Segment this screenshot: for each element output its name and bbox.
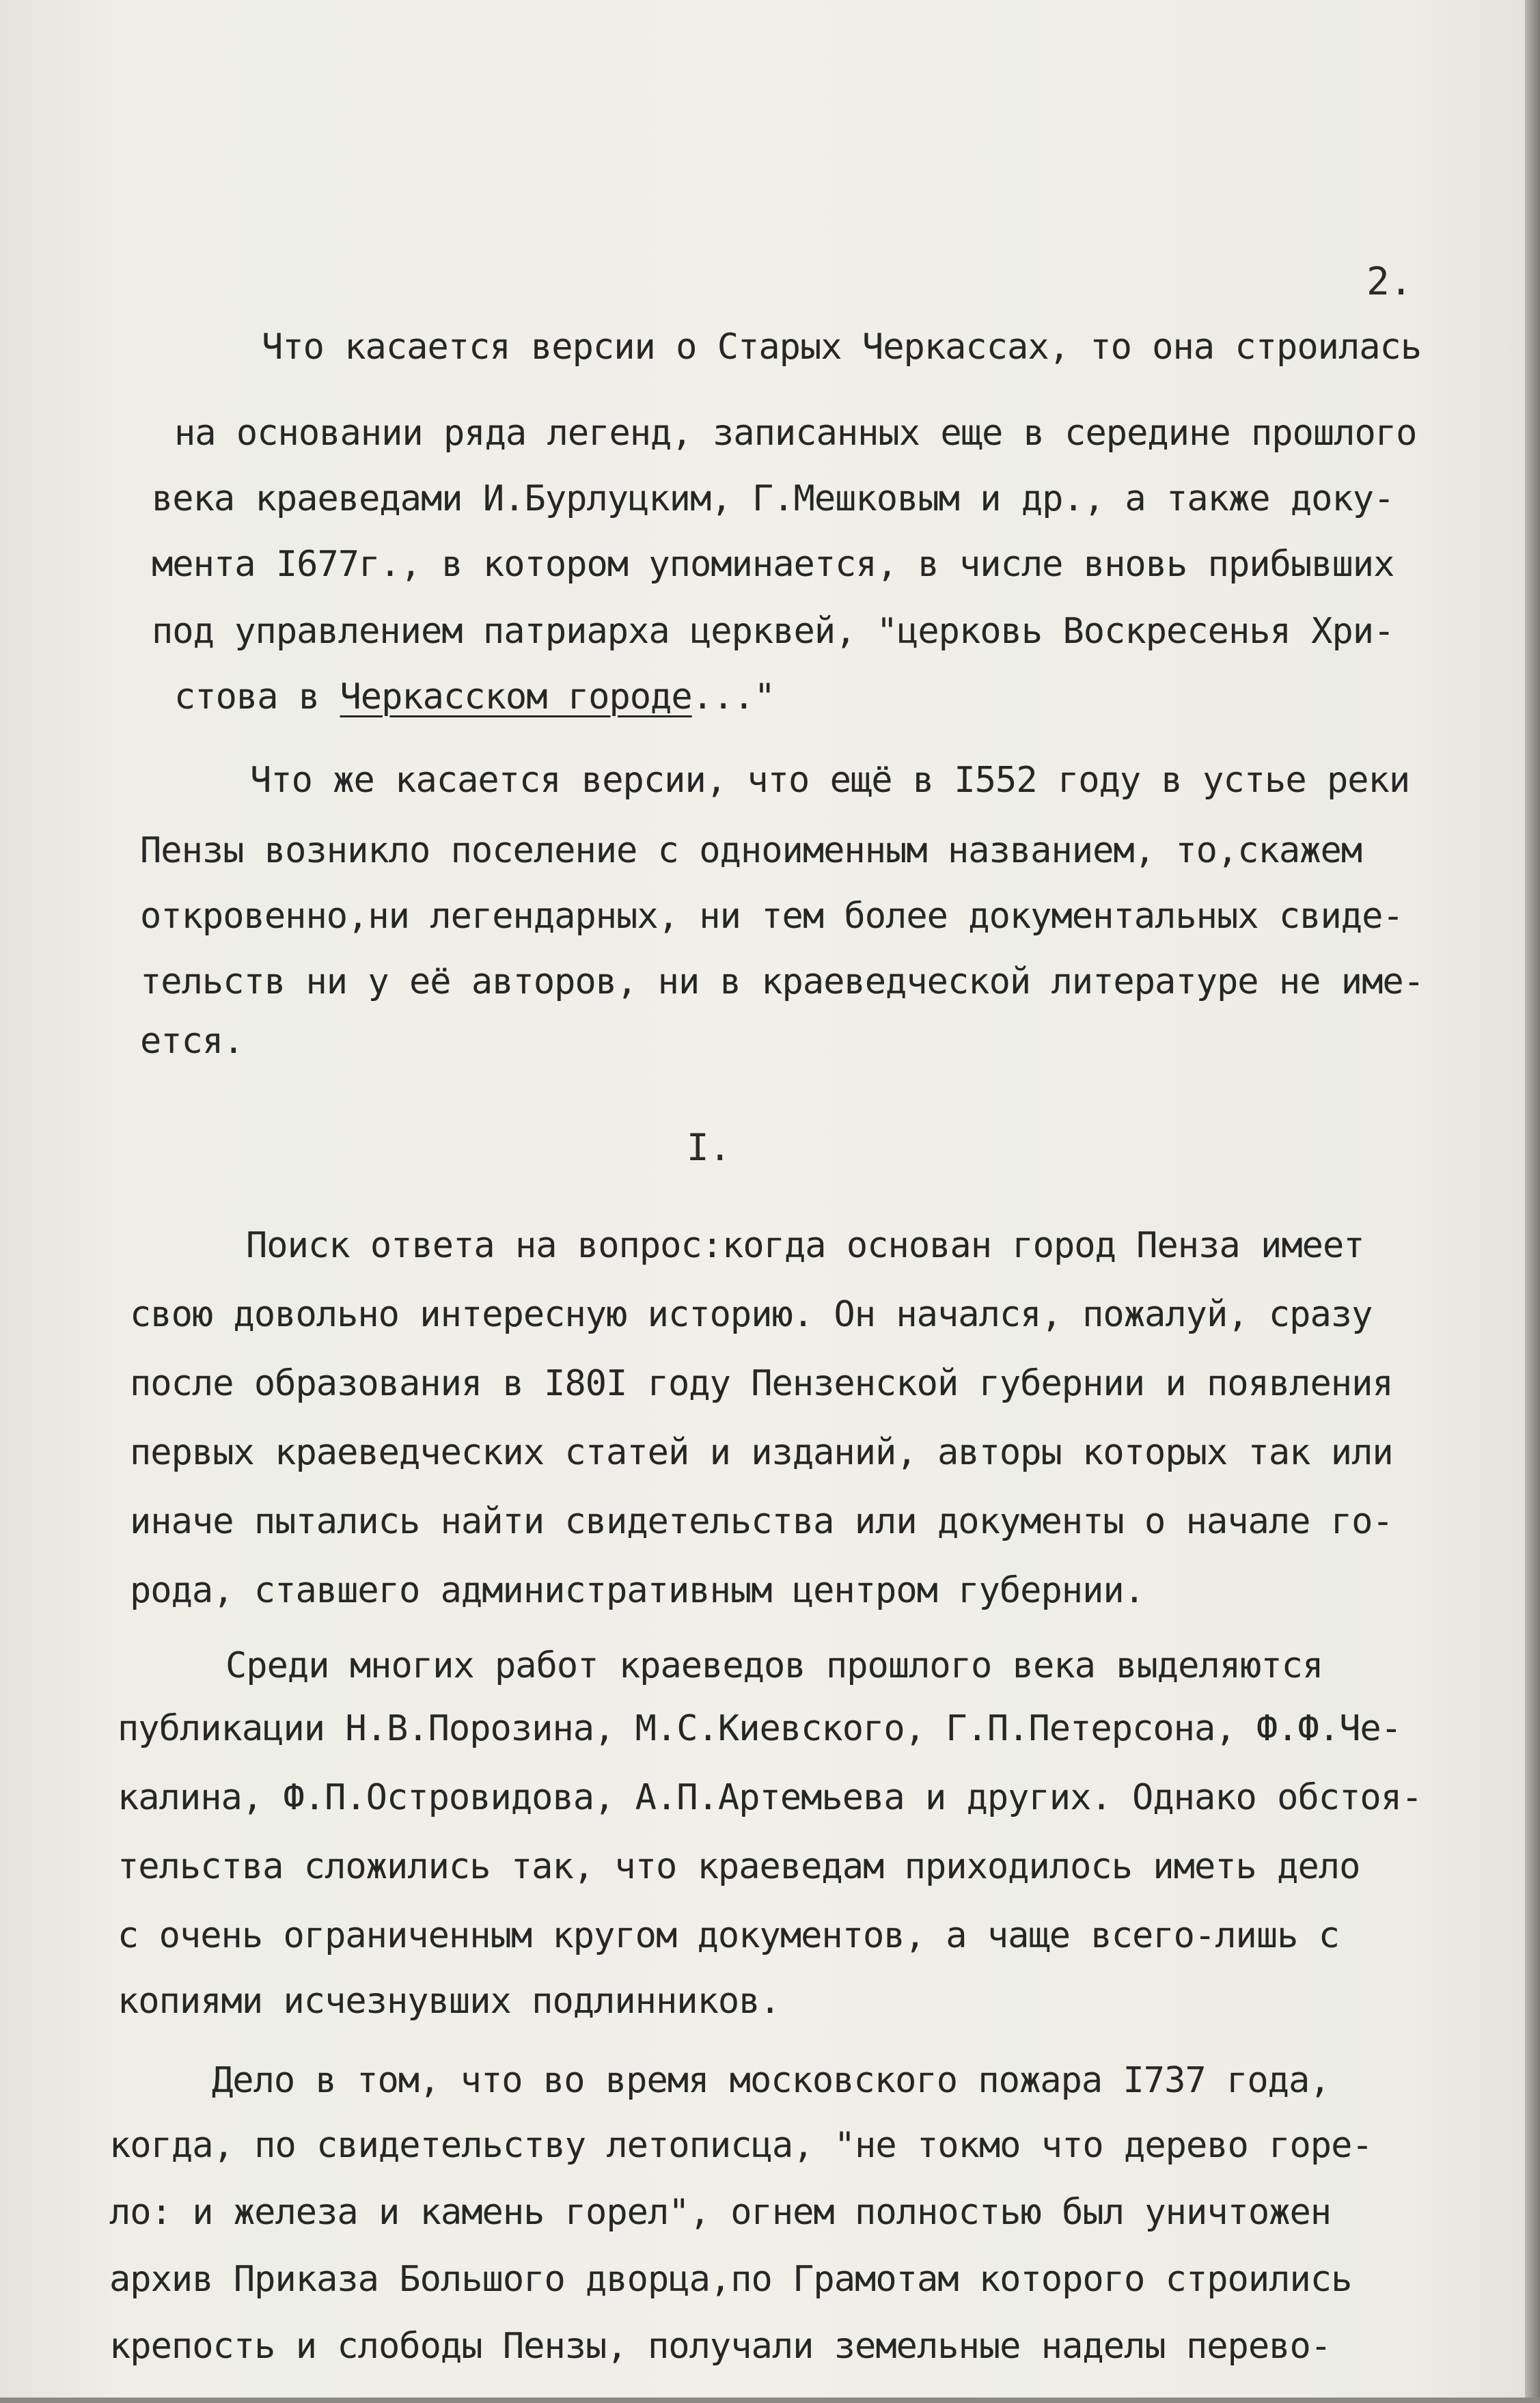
- text-line: крепость и слободы Пензы, получали земельные наделы перево-: [109, 2326, 1332, 2367]
- text-line: Пензы возникло поселение с одноименным названием, то,скажем: [140, 830, 1362, 871]
- text-line: откровенно,ни легендарных, ни тем более документальных свиде-: [140, 896, 1403, 937]
- text-line: Среди многих работ краеведов прошлого века выделяются: [225, 1645, 1323, 1686]
- text-line: когда, по свидетельству летописца, "не токмо что дерево горе-: [109, 2125, 1373, 2166]
- page-edge-shadow: [1525, 0, 1540, 2403]
- text-line: ло: и железа и камень горел", огнем полностью был уничтожен: [109, 2192, 1332, 2233]
- text-line: на основании ряда легенд, записанных еще в середине прошлого: [174, 413, 1417, 454]
- text-line: первых краеведческих статей и изданий, авторы которых так или: [130, 1432, 1393, 1473]
- text-line: Поиск ответа на вопрос:когда основан город Пенза имеет: [246, 1225, 1364, 1266]
- text-line: архив Приказа Большого дворца,по Грамотам которого строились: [109, 2259, 1352, 2300]
- text-line: публикации Н.В.Порозина, М.С.Киевского, Г.П.Петерсона, Ф.Ф.Че-: [118, 1708, 1402, 1749]
- text-line: Дело в том, что во время московского пожара I737 года,: [212, 2060, 1330, 2101]
- text-line: с очень ограниченным кругом документов, а чаще всего-лишь с: [118, 1915, 1340, 1956]
- text-fragment: ...": [691, 676, 775, 717]
- text-line: [174, 676, 775, 717]
- text-line: века краеведами И.Бурлуцким, Г.Мешковым и др., а также доку-: [152, 478, 1394, 519]
- text-line: копиями исчезнувших подлинников.: [118, 1981, 780, 2022]
- text-line: тельства сложились так, что краеведам приходилось иметь дело: [118, 1846, 1360, 1887]
- underlined-place-name: Черкасском городе: [340, 676, 692, 717]
- text-line: после образования в I80I году Пензенской губернии и появления: [130, 1363, 1393, 1404]
- section-number: I.: [687, 1126, 732, 1169]
- text-line: тельств ни у её авторов, ни в краеведческой литературе не име-: [140, 961, 1425, 1002]
- page-bottom-edge: [0, 2398, 1540, 2403]
- text-line: Что же касается версии, что ещё в I552 году в устье реки: [250, 760, 1410, 801]
- text-line: иначе пытались найти свидетельства или документы о начале го-: [130, 1501, 1393, 1542]
- page-number: 2.: [1366, 260, 1413, 304]
- text-line: калина, Ф.П.Островидова, А.П.Артемьева и других. Однако обстоя-: [118, 1777, 1422, 1818]
- text-line: свою довольно интересную историю. Он начался, пожалуй, сразу: [130, 1294, 1373, 1335]
- text-fragment: стова в: [174, 676, 340, 717]
- text-line: рода, ставшего административным центром губернии.: [130, 1570, 1145, 1611]
- text-line: Что касается версии о Старых Черкассах, то она строилась: [262, 327, 1422, 368]
- text-line: под управлением патриарха церквей, "церковь Воскресенья Хри-: [152, 611, 1394, 652]
- text-line: ется.: [140, 1021, 244, 1062]
- text-line: мента I677г., в котором упоминается, в числе вновь прибывших: [152, 544, 1394, 585]
